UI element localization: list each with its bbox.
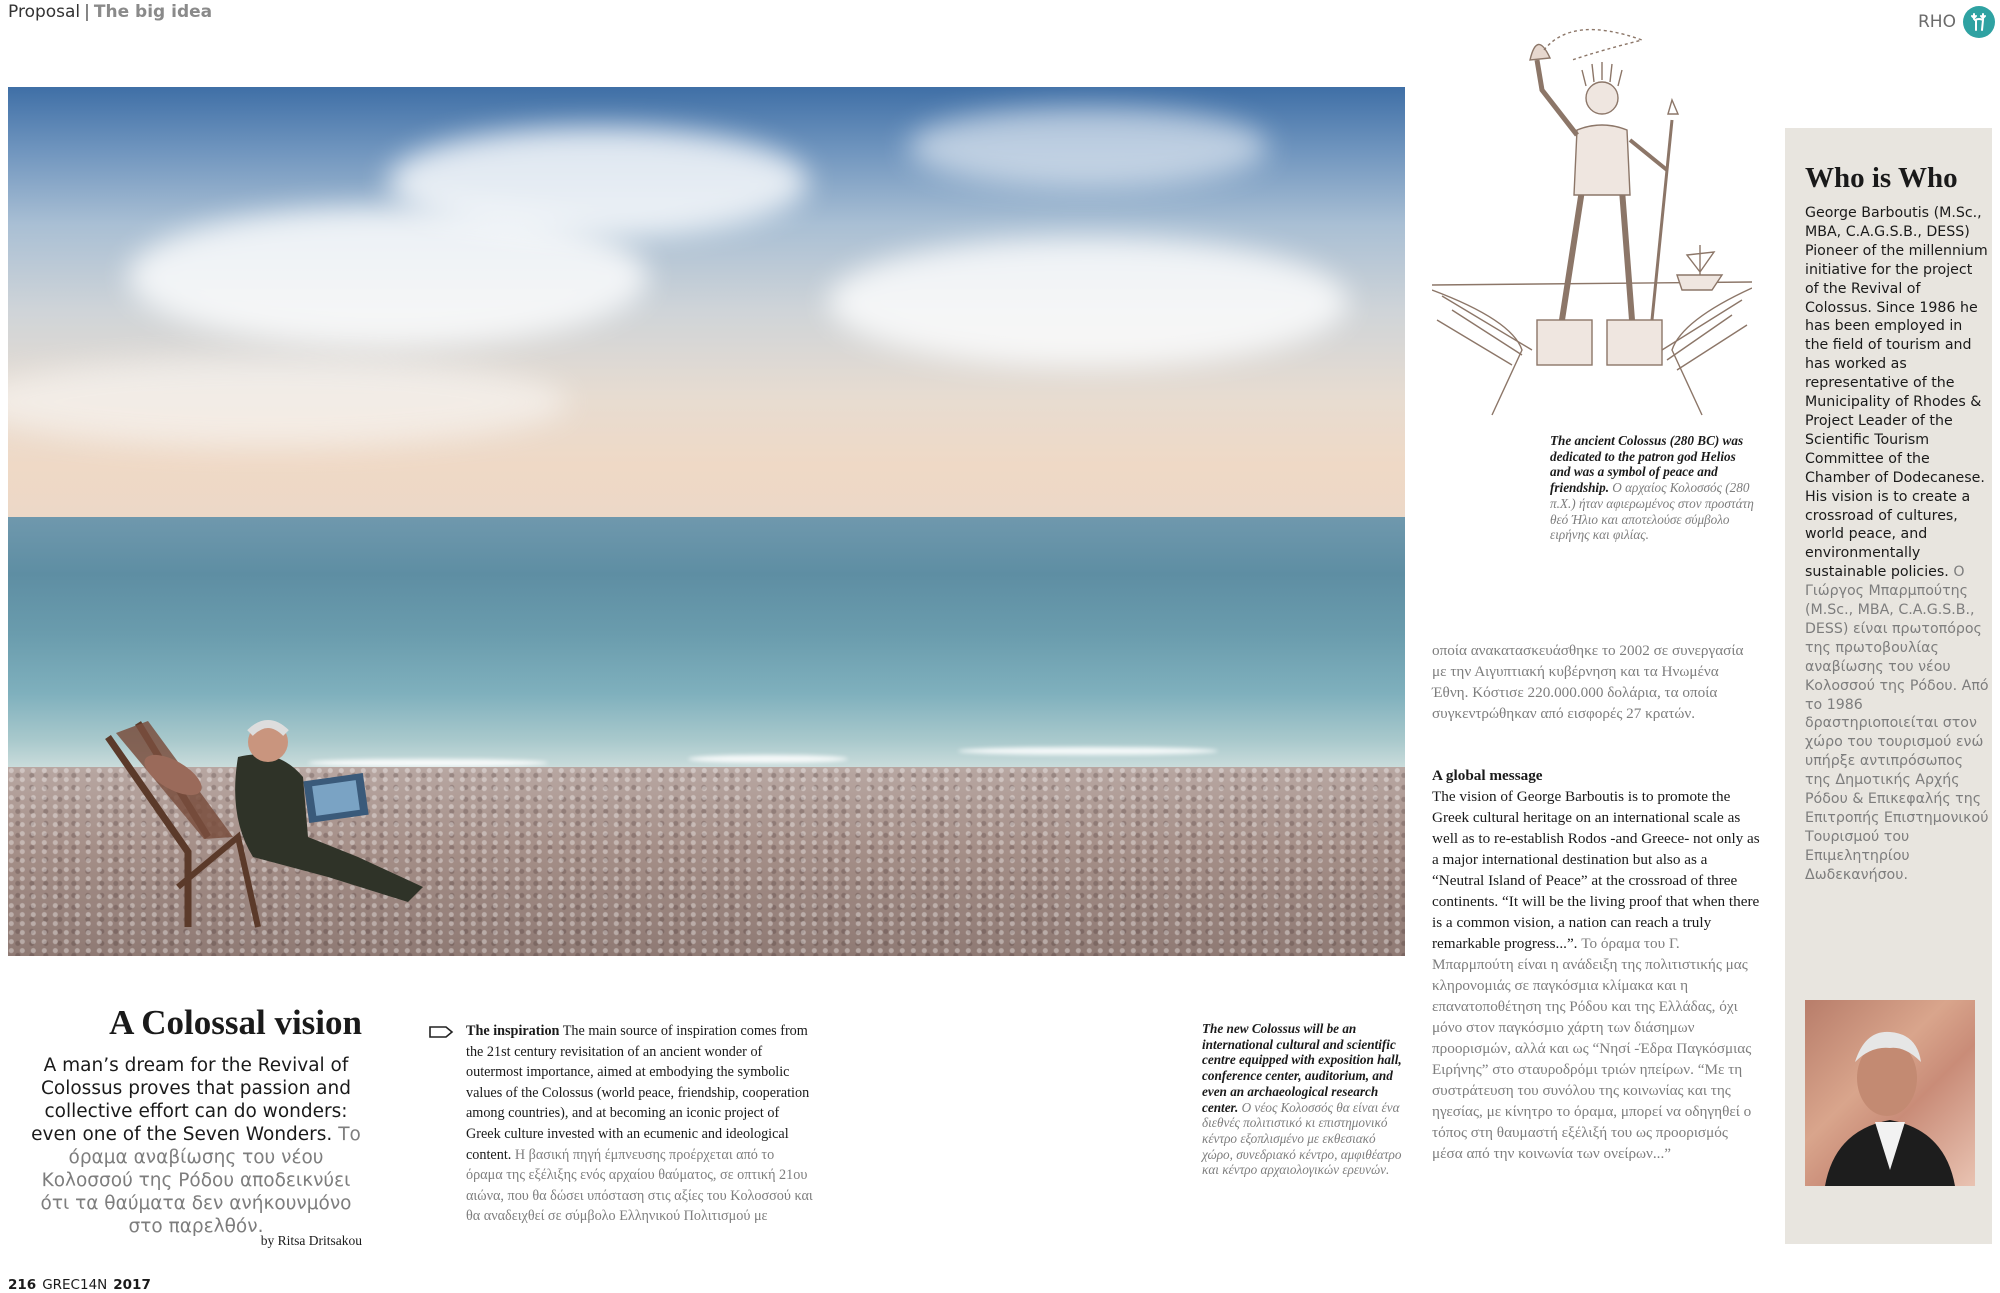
standfirst — [30, 1054, 362, 1238]
sidebar-bio — [1805, 204, 1989, 885]
photo-wave — [688, 755, 848, 763]
section-separator: | — [84, 2, 90, 22]
subsection-label: The big idea — [93, 2, 213, 22]
rho-label: RHO — [1918, 12, 1956, 32]
ancient-colossus-caption-gr: Ο αρχαίος Κολοσσός (280 π.Χ.) ήταν αφιερωμένος στον προστάτη θεό Ήλιο και αποτελούσε σύμβολο ειρήνης και φιλίας. — [1550, 480, 1754, 543]
man-on-deckchair-graphic — [78, 687, 458, 947]
page-footer — [8, 1277, 151, 1293]
new-colossus-caption-gr: Ο νέος Κολοσσός θα είναι ένα διεθνές πολιτιστικό κι επιστημονικό κέντρο εξοπλισμένο με εκθεσιακό χώρο, συνεδριακό κέντρο, αμφιθέατρο και κέντρο αρχαιολογικών ερευνών. — [1202, 1099, 1402, 1178]
sidebar-bio-gr: Ο Γιώργος Μπαρμπούτης (M.Sc., MBA, C.A.G.S.B., DESS) είναι πρωτοπόρος της πρωτοβουλίας αναβίωσης του νέου Κολοσσού της Ρόδου. Από το 1986 δραστηριοποιείται στον χώρο του τουρισμού ενώ υπήρξε αντιπρόσωπος της Δημοτικής Αρχής Ρόδου & Επικεφαλής της Επιτροπής Επιστημονικού Τουρισμού του Επιμελητηρίου Δωδεκανήσου. — [1805, 564, 1989, 883]
inspiration-text-gr: Η βασική πηγή έμπνευσης προέρχεται από το όραμα της εξέλιξης ενός αρχαίου θαύματος, σε οπτική 21ου αιώνα, που θα δώσει υπόσταση στις αξίες του Κολοσσού και θα αναδειχθεί σε σύμβολο Ελληνικού Πολιτισμού με — [466, 1146, 813, 1225]
new-colossus-caption-en: The new Colossus will be an international cultural and scientific centre equipped with exposition hall, conference center, auditorium, and even an archaeological research center. — [1202, 1021, 1402, 1115]
portrait-graphic — [1805, 1000, 1975, 1186]
photo-wave — [958, 747, 1218, 755]
section-header — [8, 2, 212, 22]
standfirst-en: A man’s dream for the Revival of Colossus proves that passion and collective effort can do wonders: even one of the Seven Wonders. — [31, 1055, 351, 1145]
global-message-text-gr: Το όραμα του Γ. Μπαρμπούτη είναι η ανάδειξη της πολιτιστικής μας κληρονομιάς σε παγκόσμια κλίμακα και η επανατοποθέτηση της Ρόδου και της Ελλάδας, όχι μόνο στον παγκόσμιο χάρτη των διάσημων προορισμών, αλλά και ως “Νησί -Έδρα Παγκόσμιας Ειρήνης” στο σταυροδρόμι τριών ηπείρων. “Με τη συστράτευση του συνόλου της κοινωνίας και της ηγεσίας, με κίνητρο το όραμα, μπορεί να οδηγηθεί ο τόπος στη θαυμαστή εξέλιξή του ως προορισμός μέσα από την κοινωνία των ονείρων...” — [1432, 935, 1752, 1162]
section-marker-icon — [428, 1025, 454, 1039]
inspiration-column — [466, 1021, 814, 1227]
beach-photo — [8, 87, 1405, 956]
global-message-column — [1432, 765, 1762, 1164]
photo-cloud — [388, 127, 808, 237]
photo-cloud — [828, 237, 1348, 367]
issue-year: 2017 — [113, 1277, 151, 1293]
colossus-illustration — [1432, 20, 1752, 418]
byline: by Ritsa Dritsakou — [260, 1233, 362, 1248]
magazine-name: GREC14N — [42, 1277, 108, 1293]
new-colossus-caption — [1202, 1021, 1402, 1178]
portrait-photo — [1805, 1000, 1975, 1186]
inspiration-heading: The inspiration — [466, 1023, 560, 1039]
article-title: A Colossal vision — [109, 1003, 362, 1042]
deer-icon-graphic — [1963, 6, 1995, 38]
global-message-heading: A global message — [1432, 767, 1543, 784]
ancient-colossus-caption — [1550, 433, 1758, 543]
standfirst-gr: Το όραμα αναβίωσης του νέου Κολοσσού της Ρόδου αποδεικνύει ότι τα θαύματα δεν ανήκουνμόνο στο παρελθόν. — [40, 1124, 361, 1237]
sidebar-title: Who is Who — [1805, 162, 1958, 194]
who-is-who-sidebar — [1785, 128, 1992, 1244]
page-number: 216 — [8, 1277, 37, 1293]
ancient-colossus-caption-en: The ancient Colossus (280 BC) was dedicated to the patron god Helios and was a symbol of peace and friendship. — [1550, 433, 1744, 496]
photo-cloud — [908, 107, 1268, 187]
inspiration-text-en: The main source of inspiration comes from the 21st century revisitation of an ancient wonder of outermost importance, aimed at embodying the symbolic values of the Colossus (world peace, friendship, cooperation among countries), and at becoming an iconic project of Greek culture invested with an ecumenic and ideological content. — [466, 1023, 810, 1163]
continuation-text-gr: οποία ανακατασκευάσθηκε το 2002 σε συνεργασία με την Αιγυπτιακή κυβέρνηση και τα Ηνωμένα Έθνη. Κόστισε 220.000.000 δολάρια, τα οποία συγκεντρώθηκαν από εισφορές 27 κρατών. — [1432, 642, 1744, 722]
sidebar-bio-en: George Barboutis (M.Sc., MBA, C.A.G.S.B., DESS) Pioneer of the millennium initiative for the project of the Revival of Colossus. Since 1986 he has been employed in the field of tourism and has worked as representative of the Municipality of Rhodes & Project Leader of the Scientific Tourism Committee of the Chamber of Dodecanese. His vision is to create a crossroad of cultures, world peace, and environmentally sustainable policies. — [1805, 205, 1988, 581]
section-label: Proposal — [8, 2, 81, 22]
deer-icon — [1963, 6, 1995, 38]
global-message-text-en: The vision of George Barboutis is to promote the Greek cultural heritage on an international scale as well as to re-establish Rodos -and Greece- not only as a major international destination but also as a “Neutral Island of Peace” at the crossroad of three continents. “It will be the living proof that when there is a common vision, a nation can reach a truly remarkable progress...”. — [1432, 788, 1760, 952]
